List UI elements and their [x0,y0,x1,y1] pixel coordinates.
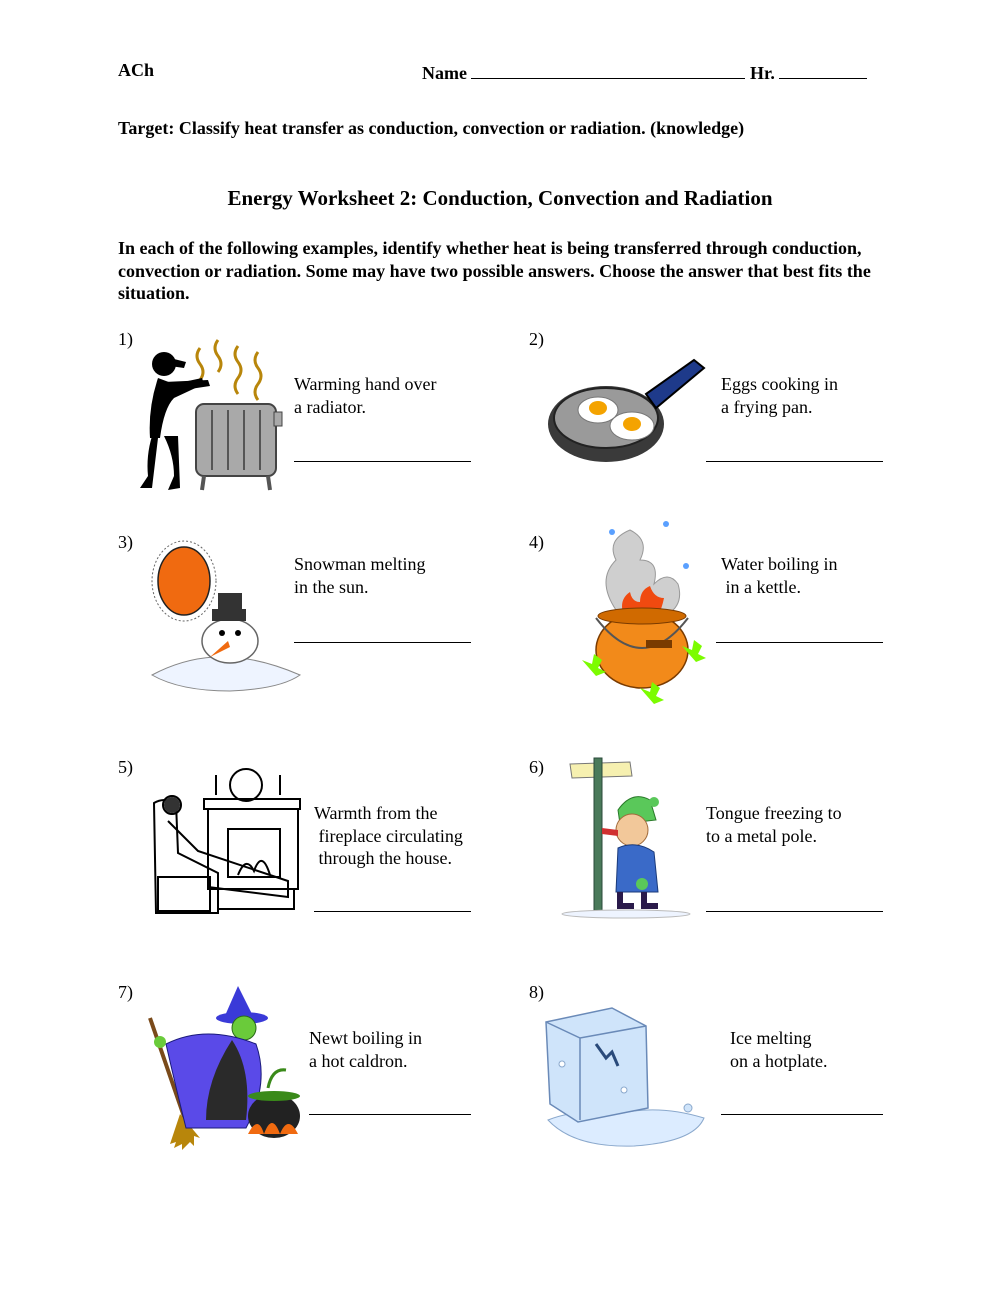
item-2-caption-line-2: a frying pan. [721,397,813,417]
course-label: ACh [118,60,155,80]
item-8-caption-line-1: Ice melting [730,1028,812,1048]
item-1-answer-blank[interactable] [294,461,471,462]
item-4-caption-line-1: Water boiling in [721,554,838,574]
item-8-number: 8) [529,982,544,1002]
item-1-number: 1) [118,329,133,349]
item-8-caption-line-2: on a hotplate. [730,1051,828,1071]
item-3-number: 3) [118,532,133,552]
item-6-number: 6) [529,757,544,777]
name-label [422,60,867,84]
man-fireplace-illustration [144,765,306,917]
worksheet-title: Energy Worksheet 2: Conduction, Convection and Radiation [227,186,773,210]
item-2-answer-blank[interactable] [706,461,883,462]
item-7-caption-line-2: a hot caldron. [309,1051,408,1071]
frozen-pole-illustration [556,752,690,918]
item-6-answer-blank[interactable] [706,911,883,912]
person-radiator-illustration [140,338,290,498]
target-statement: Target: Classify heat transfer as conduction, convection or radiation. (knowledge) [118,118,745,138]
item-5-answer-blank[interactable] [314,911,471,912]
frying-pan-illustration [546,352,710,466]
item-2-caption-line-1: Eggs cooking in [721,374,838,394]
item-6-caption-line-2: to a metal pole. [706,826,817,846]
item-5-number: 5) [118,757,133,777]
item-5-caption-line-2: fireplace circulating [314,826,463,846]
item-8-answer-blank[interactable] [721,1114,883,1115]
item-5-caption-line-1: Warmth from the [314,803,438,823]
name-label-text: Name [422,63,467,83]
item-7-number: 7) [118,982,133,1002]
item-4-caption-line-2: in a kettle. [721,577,801,597]
sun-snowman-illustration [146,533,306,715]
item-1-caption-line-1: Warming hand over [294,374,437,394]
item-3-answer-blank[interactable] [294,642,471,643]
item-7-answer-blank[interactable] [309,1114,471,1115]
hr-label-text: Hr. [749,63,775,83]
name-field[interactable] [471,60,745,79]
boiling-pot-illustration [576,520,706,716]
hour-field[interactable] [779,60,867,79]
item-4-number: 4) [529,532,544,552]
item-1-caption-line-2: a radiator. [294,397,366,417]
item-2-number: 2) [529,329,544,349]
item-3-caption-line-1: Snowman melting [294,554,426,574]
instructions: In each of the following examples, identify whether heat is being transferred through conduction, convection or radiation. Some may have two possible answers. Choose the answer that best fits the situation. [118,238,871,303]
witch-caldron-illustration [146,984,306,1156]
item-6-caption-line-1: Tongue freezing to [706,803,842,823]
item-5-caption-line-3: through the house. [314,848,452,868]
item-7-caption-line-1: Newt boiling in [309,1028,422,1048]
item-3-caption-line-2: in the sun. [294,577,369,597]
melting-ice-illustration [538,1004,710,1152]
item-4-answer-blank[interactable] [716,642,883,643]
